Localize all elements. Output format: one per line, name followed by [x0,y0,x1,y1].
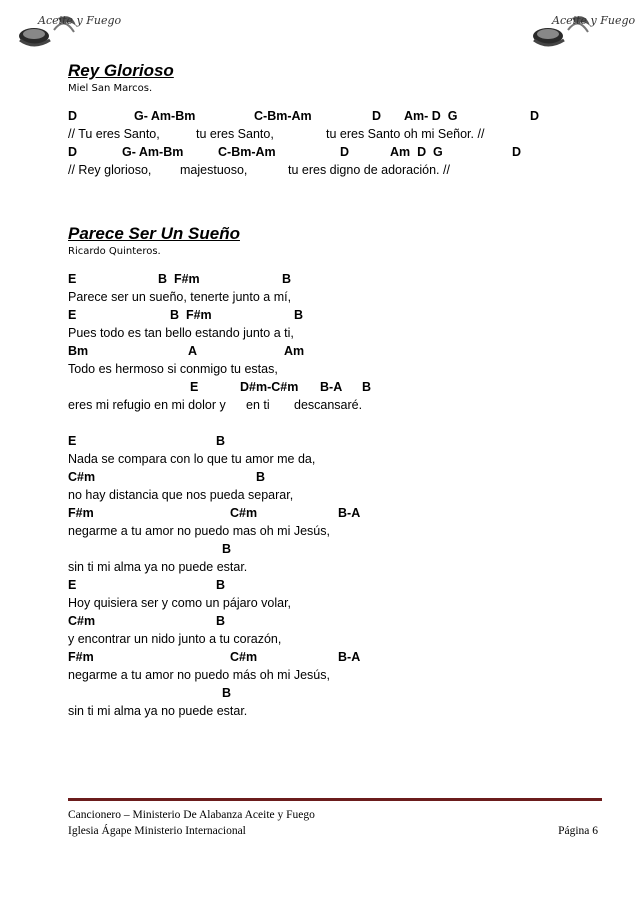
chord-line [68,576,608,594]
chord-line [68,648,608,666]
lyric-line [68,558,608,576]
chord: Bm [68,344,89,358]
lyric-text: sin ti mi alma ya no puede estar. [68,560,248,574]
lyric-text: no hay distancia que nos pueda separar, [68,488,294,502]
chord-line [68,378,608,396]
page-footer [68,798,602,839]
chord: D [530,109,540,123]
chord: B [362,380,372,394]
chord: Am- D G [404,109,458,123]
page-number: Página 6 [558,825,598,837]
chord: F#m [68,650,94,664]
chord: B-A [338,506,361,520]
footer-church-line [68,823,602,839]
svg-text:Aceite y Fuego: Aceite y Fuego [552,14,636,27]
songbook-content [68,60,608,720]
lyric-text: tu eres digno de adoración. // [288,163,450,177]
lyric-line [68,360,608,378]
chord: G- Am-Bm [134,109,196,123]
chord: C#m [68,614,96,628]
chord: E [68,434,77,448]
song-author: Ricardo Quinteros. [68,246,161,257]
chord-line [68,270,608,288]
chord: Am D G [390,145,443,159]
chord: D [68,145,78,159]
chord: B [222,542,232,556]
chord: C#m [68,470,96,484]
chord: C-Bm-Am [218,145,276,159]
chord: D [372,109,382,123]
lyric-line [68,702,608,720]
chord: B [294,308,304,322]
chord: G- Am-Bm [122,145,184,159]
lyric-line [68,522,608,540]
chord: B [222,686,232,700]
chord: A [188,344,198,358]
chord: B-A [338,650,361,664]
chord-line [68,107,608,125]
lyric-text: // Tu eres Santo, [68,127,160,141]
chord: C-Bm-Am [254,109,312,123]
chord: B [256,470,266,484]
lyric-line [68,125,608,143]
chord-line [68,684,608,702]
chord: B [216,434,226,448]
svg-text:Aceite y Fuego: Aceite y Fuego [38,14,122,27]
chord: C#m [230,650,258,664]
chord-line [68,504,608,522]
chord-line [68,540,608,558]
chord-line [68,306,608,324]
lyric-text: Parece ser un sueño, tenerte junto a mí, [68,290,292,304]
lyric-text: eres mi refugio en mi dolor y [68,398,226,412]
lyric-text: descansaré. [294,398,363,412]
song-lines [68,107,608,179]
lyric-text: en ti [246,398,270,412]
song-title: Rey Glorioso [68,61,174,80]
chord: D [512,145,522,159]
song-rey-glorioso [68,60,608,179]
chord: B [216,614,226,628]
chord: E [68,308,77,322]
chord: B-A [320,380,343,394]
chord-line [68,342,608,360]
footer-church-name: Iglesia Ágape Ministerio Internacional [68,825,246,837]
chord: E [68,578,77,592]
song-title: Parece Ser Un Sueño [68,224,240,243]
lyric-text: sin ti mi alma ya no puede estar. [68,704,248,718]
lyric-line [68,630,608,648]
lyric-line [68,288,608,306]
lyric-line [68,450,608,468]
chord-line [68,468,608,486]
chord-line [68,612,608,630]
chord: D [340,145,350,159]
chord: Am [284,344,305,358]
song-lines [68,270,608,720]
lyric-text: majestuoso, [180,163,248,177]
song-author: Miel San Marcos. [68,83,153,94]
chord: B F#m [170,308,212,322]
stanza-gap [68,414,608,432]
lyric-text: y encontrar un nido junto a tu corazón, [68,632,282,646]
lyric-line [68,486,608,504]
ministry-logo-left [14,10,122,50]
lyric-text: Hoy quisiera ser y como un pájaro volar, [68,596,292,610]
chord: E [190,380,199,394]
chord: D#m-C#m [240,380,299,394]
lyric-text: Nada se compara con lo que tu amor me da, [68,452,316,466]
chord: C#m [230,506,258,520]
lyric-text: negarme a tu amor no puedo más oh mi Jesús, [68,668,330,682]
chord: B [282,272,292,286]
lyric-line [68,594,608,612]
chord: D [68,109,78,123]
chord: B [216,578,226,592]
song-parece-ser-un-sueno [68,223,608,720]
ministry-logo-right [528,10,636,50]
lyric-line [68,396,608,414]
lyric-text: Pues todo es tan bello estando junto a ti, [68,326,294,340]
lyric-text: Todo es hermoso si conmigo tu estas, [68,362,278,376]
lyric-text: tu eres Santo, [196,127,274,141]
lyric-line [68,324,608,342]
chord-line [68,143,608,161]
chord-line [68,432,608,450]
lyric-line [68,161,608,179]
lyric-line [68,666,608,684]
lyric-text: negarme a tu amor no puedo mas oh mi Jesús, [68,524,330,538]
chord: F#m [68,506,94,520]
chord: B F#m [158,272,200,286]
lyric-text: tu eres Santo oh mi Señor. // [326,127,485,141]
lyric-text: // Rey glorioso, [68,163,152,177]
chord: E [68,272,77,286]
footer-songbook-line: Cancionero – Ministerio De Alabanza Aceite y Fuego [68,809,315,821]
